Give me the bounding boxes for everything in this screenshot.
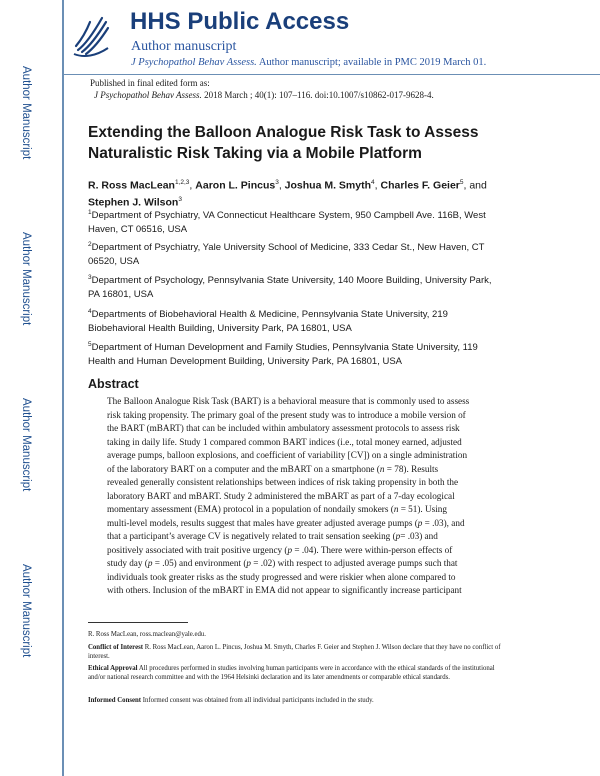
affiliation-text: 06520, USA <box>88 255 140 267</box>
abstract-body <box>107 395 512 598</box>
stat-symbol: n <box>379 463 385 474</box>
hhs-eagle-logo-icon <box>72 10 112 60</box>
abstract-line: taking in daily life. Study 1 compared common BART indices (i.e., total money earned, adjusted <box>107 436 462 447</box>
abstract-text: study day ( <box>107 558 148 568</box>
affiliation-4 <box>88 305 513 335</box>
title-line-1: Extending the Balloon Analogue Risk Task to Assess <box>88 124 479 141</box>
author-affil-sup: 3 <box>275 179 279 186</box>
stat-symbol: p <box>246 558 251 568</box>
author-affil-sup: 3 <box>178 196 182 203</box>
author-list <box>88 176 518 210</box>
abstract-line: The Balloon Analogue Risk Task (BART) is a behavioral measure that is commonly used to assess <box>107 396 470 406</box>
title-line-2: Naturalistic Risk Taking via a Mobile Platform <box>88 145 422 162</box>
abstract-text: = .04). There were within-person effects of <box>292 544 453 555</box>
abstract-line: risk taking propensity. The primary goal of the present study was to introduce a mobile version of <box>107 409 466 420</box>
margin-rule <box>62 0 64 776</box>
footnote-text: All procedures performed in studies involving human participants were in accordance with the ethical standards of the institutional and/or national research committee and with the 1964 Helsinki declaration and its later amendments or comparable ethical standards. <box>88 665 495 681</box>
author-affil-sup: 4 <box>371 179 375 186</box>
article-title <box>88 122 508 164</box>
abstract-text: momentary assessment (EMA) protocol in a population of nondaily smokers ( <box>107 504 394 514</box>
affiliation-text: Biobehavioral Health Building, University Park, PA 16801, USA <box>88 322 352 334</box>
abstract-text: = 51). Using <box>398 504 447 514</box>
abstract-text: = .05) and environment ( <box>152 558 247 568</box>
affiliation-text: Departments of Biobehavioral Health & Medicine, Pennsylvania State University, 219 <box>91 309 448 321</box>
abstract-text: that a participant’s average CV is negatively related to trait sensation seeking ( <box>107 531 396 541</box>
abstract-text: = .02) with respect to adjusted average pumps such that <box>251 558 458 568</box>
abstract-line <box>107 463 512 477</box>
ethical-approval-footnote <box>88 664 508 682</box>
conflict-of-interest-footnote <box>88 643 508 661</box>
footnote-label: Informed Consent <box>88 697 142 704</box>
affiliation-text: Department of Psychiatry, Yale University School of Medicine, 333 Cedar St., New Haven, CT <box>91 242 485 254</box>
abstract-text: = .03) and <box>400 531 438 541</box>
header-divider <box>63 74 600 75</box>
affiliation-1 <box>88 206 513 236</box>
stat-symbol: p <box>395 531 401 541</box>
abstract-line: laboratory BART and mBART. Study 2 administered the mBART as part of a 7-day ecological <box>107 490 455 501</box>
author-name: Joshua M. Smyth <box>284 179 372 192</box>
abstract-line: individuals took greater risks as the study progressed and were riskier when alone compared to <box>107 571 456 582</box>
affiliation-2 <box>88 238 513 268</box>
affiliation-number: 3 <box>88 274 92 281</box>
affiliation-text: Haven, CT 06516, USA <box>88 223 188 235</box>
footnote-text: Informed consent was obtained from all individual participants included in the study. <box>141 697 374 704</box>
sidebar-label-2: Author Manuscript <box>20 232 32 326</box>
author-separator: , and <box>463 179 487 192</box>
footnote-text: R. Ross MacLean, Aaron L. Pincus, Joshua M. Smyth, Charles F. Geier and Stephen J. Wilson declare that they have no conflict of interest. <box>88 644 501 660</box>
author-separator: , <box>189 179 196 192</box>
citation-journal: J Psychopathol Behav Assess. <box>94 90 202 100</box>
stat-symbol: p <box>287 544 293 555</box>
abstract-line: with others. Inclusion of the mBART in EMA did not appear to significantly increase participant <box>107 585 462 595</box>
author-name: Aaron L. Pincus <box>195 179 276 192</box>
journal-status: Author manuscript; available in PMC 2019 March 01. <box>258 57 487 68</box>
abstract-line <box>107 544 512 558</box>
abstract-text: positively associated with trait positive urgency ( <box>107 544 288 555</box>
publication-citation <box>94 90 434 100</box>
affiliation-text: PA 16801, USA <box>88 288 154 300</box>
abstract-line: the BART (mBART) that can be included within ambulatory assessment protocols to assess risk <box>107 423 460 433</box>
author-separator: , <box>374 179 381 192</box>
contact-footnote: R. Ross MacLean, ross.maclean@yale.edu. <box>88 631 206 638</box>
abstract-line <box>107 557 512 571</box>
abstract-text: of the laboratory BART on a computer and the mBART on a smartphone ( <box>107 463 380 474</box>
affiliation-text: Department of Psychiatry, VA Connecticut Healthcare System, 950 Campbell Ave. 116B, West <box>91 210 486 222</box>
affiliation-number: 1 <box>88 209 92 216</box>
affiliation-text: Health and Human Development Building, University Park, PA 16801, USA <box>88 355 403 367</box>
affiliation-text: Department of Human Development and Family Studies, Pennsylvania State University, 119 <box>91 342 478 354</box>
affiliation-number: 5 <box>88 341 92 348</box>
stat-symbol: p <box>147 558 153 568</box>
abstract-text: = .03), and <box>422 517 465 528</box>
stat-symbol: n <box>393 504 399 514</box>
abstract-line: average pumps, balloon explosions, and coefficient of variability [CV]) on a single administration <box>107 450 468 460</box>
affiliation-number: 2 <box>88 241 92 248</box>
abstract-heading: Abstract <box>88 377 139 391</box>
abstract-text: multi-level models, results suggest that males have greater adjusted average pumps ( <box>107 517 418 528</box>
sidebar-label-1: Author Manuscript <box>20 66 32 160</box>
abstract-text: = 78). Results <box>384 463 439 474</box>
abstract-line <box>107 517 512 531</box>
informed-consent-footnote <box>88 696 508 705</box>
author-affil-sup: 5 <box>459 179 464 186</box>
published-label: Published in final edited form as: <box>90 78 210 88</box>
affiliation-5 <box>88 338 513 368</box>
footnote-divider <box>88 622 188 623</box>
affiliation-3 <box>88 271 513 301</box>
author-name: Charles F. Geier <box>380 179 460 192</box>
footnote-label: Ethical Approval <box>88 665 138 672</box>
author-name: Stephen J. Wilson <box>88 196 179 209</box>
abstract-line: revealed generally consistent relationships between indices of risk taking propensity in both the <box>107 477 459 487</box>
author-name: R. Ross MacLean <box>88 179 175 192</box>
author-separator: , <box>278 179 285 192</box>
affiliation-number: 4 <box>88 308 92 315</box>
hhs-public-access-title: HHS Public Access <box>130 8 350 35</box>
sidebar-label-3: Author Manuscript <box>20 398 32 492</box>
footnote-label: Conflict of Interest <box>88 644 143 651</box>
stat-symbol: p <box>417 517 423 528</box>
sidebar-label-4: Author Manuscript <box>20 564 32 658</box>
author-affil-sup: 1,2,3 <box>174 179 190 186</box>
journal-abbrev[interactable]: J Psychopathol Behav Assess. <box>131 57 257 68</box>
citation-details[interactable]: 2018 March ; 40(1): 107–116. doi:10.1007/s10862-017-9628-4. <box>204 90 434 100</box>
journal-status-line <box>131 57 486 68</box>
abstract-line <box>107 530 512 544</box>
abstract-line <box>107 503 512 517</box>
affiliation-text: Department of Psychology, Pennsylvania State University, 140 Moore Building, University Park, <box>91 275 492 287</box>
author-manuscript-subtitle: Author manuscript <box>131 39 237 54</box>
